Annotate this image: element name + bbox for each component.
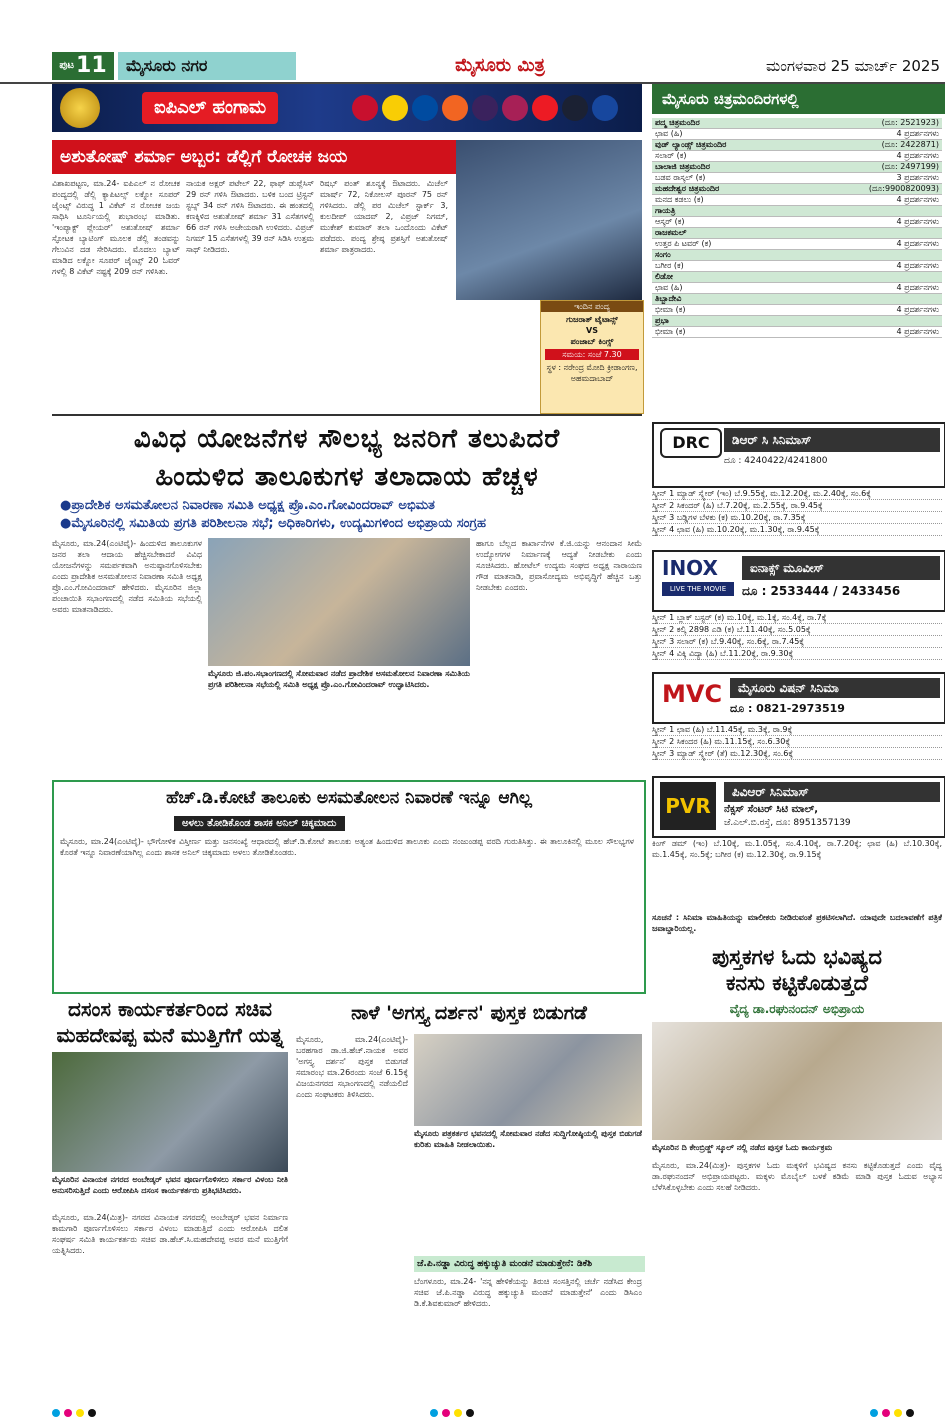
color-registration-dots-center [430, 1402, 478, 1421]
books-headline [652, 944, 942, 996]
books-subhead: ವೈದ್ಯ ಡಾ.ರಘುನಂದನ್ ಅಭಿಪ್ರಾಯ [729, 1002, 865, 1016]
book-event-photo [652, 1022, 942, 1140]
team-logo-icon [382, 95, 408, 121]
showtime-line: ಸ್ಕ್ರೀನ್ 4 ವಿಕ್ಕಿ ವಿದ್ಯಾ (ಹಿ) ಬೆ.11.20ಕ್ಕೆ, ರಾ.9.30ಕ್ಕೆ [652, 648, 942, 660]
film-title: ಉತ್ತರ ಪಿ ಟವರ್ (ಕ) [655, 239, 712, 248]
mvc-showtimes [652, 724, 942, 760]
pvr-block [652, 776, 945, 838]
inox-logo: INOX [662, 556, 718, 580]
showtime-line: ಸ್ಕ್ರೀನ್ 4 ಛಾವ (ಹಿ) ಮ.10.20ಕ್ಕೆ, ಮ.1.30ಕ್ಕೆ, ರಾ.9.45ಕ್ಕೆ [652, 524, 942, 536]
color-registration-dots [52, 1402, 100, 1421]
theatre-name-row [652, 118, 942, 129]
dasams-caption: ಮೈಸೂರಿನ ವಿನಾಯಕ ನಗರದ ಅಂಬೇಡ್ಕರ್ ಭವನ ಪೂರ್ಣಗೊಳಿಸಲು ಸರ್ಕಾರ ವಿಳಂಬ ನೀತಿ ಅನುಸರಿಸುತ್ತಿದೆ ಎಂದು ಆರೋಪಿಸಿ ದಸಂಸ ಕಾರ್ಯಕರ್ತರು ಪ್ರತಿಭಟಿಸಿದರು. [52, 1175, 288, 1195]
ipl-title: ಐಪಿಎಲ್ ಹಂಗಾಮ [142, 92, 278, 124]
showtime-line: ಸ್ಕ್ರೀನ್ 2 ಕಲ್ಕಿ 2898 ಎಡಿ (ಕ) ಬೆ.11.40ಕ್ಕೆ, ಸಂ.5.05ಕ್ಕೆ [652, 624, 942, 636]
team-logo-icon [442, 95, 468, 121]
theatre-name: ಮಹದೇಶ್ವರ ಚಿತ್ರಮಂದಿರ [655, 184, 720, 193]
pvr-phone: ಜೆ.ಎಲ್.ಬಿ.ರಸ್ತೆ, ದೂ: 8951357139 [724, 818, 851, 828]
meeting-photo [208, 538, 470, 666]
theatre-name: ರಾಜಕಮಲ್ [655, 228, 687, 237]
main-headline-line1: ವಿವಿಧ ಯೋಜನೆಗಳ ಸೌಲಭ್ಯ ಜನರಿಗೆ ತಲುಪಿದರೆ [133, 424, 561, 454]
showtime-line: ಸ್ಕ್ರೀನ್ 2 ಸಿಕಂದರ್ (ಹಿ) ಬೆ.7.20ಕ್ಕೆ, ಮ.2.55ಕ್ಕೆ, ರಾ.9.45ಕ್ಕೆ [652, 500, 942, 512]
mvc-phone: ದೂ : 0821-2973519 [730, 702, 845, 715]
show-count: 4 ಪ್ರದರ್ಶನಗಳು [896, 261, 939, 270]
show-count: 4 ಪ್ರದರ್ಶನಗಳು [896, 283, 939, 292]
team-logo-icon [352, 95, 378, 121]
page-label: ಪುಟ [59, 60, 75, 71]
theatre-film-row [652, 305, 942, 316]
team-logo-icon [562, 95, 588, 121]
theatre-name: ವುಡ್ ಲ್ಯಾಂಡ್ಸ್ ಚಿತ್ರಮಂದಿರ [655, 140, 727, 149]
theatre-phone: (ದೂ: 2497199) [881, 162, 939, 171]
theatre-film-row [652, 173, 942, 184]
theatre-name-row [652, 184, 942, 195]
show-count: 4 ಪ್ರದರ್ಶನಗಳು [896, 195, 939, 204]
film-title: ಮನದ ಕಡಲು (ಕ) [655, 195, 704, 204]
main-headline-line2: ಹಿಂದುಳಿದ ತಾಲೂಕುಗಳ ತಲಾದಾಯ ಹೆಚ್ಚಳ [155, 462, 539, 492]
film-title: ಸಲಾರ್ (ಕ) [655, 151, 687, 160]
inox-showtimes [652, 612, 942, 660]
lead-body-col1: ವಿಶಾಖಪಟ್ಟಣ, ಮಾ.24- ಐಪಿಎಲ್ ನ ರೋಚಕ ಪಂದ್ಯದಲ್ಲಿ ಡೆಲ್ಲಿ ಕ್ಯಾಪಿಟಲ್ಸ್ ಲಕ್ನೋ ಸೂಪರ್ ಜೈಂಟ್ಸ್ ವಿರುದ್ಧ 1 ವಿಕೆಟ್ ನ ರೋಚಕ ಜಯ ಸಾಧಿಸಿ ಟೂರ್ನಿಯಲ್ಲಿ ಶುಭಾರಂಭ ಮಾಡಿತು. 'ಇಂಪ್ಯಾಕ್ಟ್ ಪ್ಲೇಯರ್' ಅಶುತೋಷ್ ಶರ್ಮಾ ಸ್ಫೋಟಕ ಬ್ಯಾಟಿಂಗ್ ಮೂಲಕ ಡೆಲ್ಲಿ ತಂಡವನ್ನು ಗೆಲುವಿನ ದಡ ಸೇರಿಸಿದರು. ಮೊದಲು ಬ್ಯಾಟ್ ಮಾಡಿದ ಲಕ್ನೋ ಸೂಪರ್ ಜೈಂಟ್ಸ್ 20 ಓವರ್ ಗಳಲ್ಲಿ 8 ವಿಕೆಟ್ ನಷ್ಟಕ್ಕೆ 209 ರನ್ ಗಳಿಸಿತು. [52, 179, 180, 276]
team-logo-icon [412, 95, 438, 121]
books-caption: ಮೈಸೂರಿನ ದಿ ಕೇಂಬ್ರಿಡ್ಜ್ ಸ್ಕೂಲ್ ನಲ್ಲಿ ನಡೆದ ಪುಸ್ತಕ ಓದು ಕಾರ್ಯಕ್ರಮ [652, 1143, 833, 1152]
agastya-caption: ಮೈಸೂರು ಪತ್ರಕರ್ತರ ಭವನದಲ್ಲಿ ಸೋಮವಾರ ನಡೆದ ಸುದ್ದಿಗೋಷ್ಠಿಯಲ್ಲಿ ಪುಸ್ತಕ ಬಿಡುಗಡೆ ಕುರಿತು ಮಾಹಿತಿ ನೀಡಲಾಯಿತು. [414, 1129, 642, 1149]
issue-date: ಮಂಗಳವಾರ 25 ಮಾರ್ಚ್ 2025 [765, 57, 940, 75]
ipl-banner [52, 84, 642, 132]
dasams-headline-line2: ಮಹದೇವಪ್ಪ ಮನೆ ಮುತ್ತಿಗೆಗೆ ಯತ್ನ [56, 1023, 284, 1047]
drc-logo: DRC [660, 428, 722, 458]
pvr-showtimes: ಕಿಂಗ್ ಡಮ್ (ಇಂ) ಬೆ.10ಕ್ಕೆ, ಮ.1.05ಕ್ಕೆ, ಸಂ.4.10ಕ್ಕೆ, ರಾ.7.20ಕ್ಕೆ; ಛಾವ (ಹಿ) ಬೆ.10.30ಕ್ಕೆ, ಮ.1.45ಕ್ಕೆ, ಸಂ.5ಕ್ಕೆ; ಬಗೀರ (ಕ) ಮ.12.30ಕ್ಕೆ, ರಾ.9.15ಕ್ಕೆ [652, 839, 942, 859]
agastya-body: ಮೈಸೂರು, ಮಾ.24(ಎಂಟಿವೈ)- ಬರಹಗಾರ ಡಾ.ಜಿ.ಹೆಚ್.ನಾಯಕ ಅವರ 'ಅಗಸ್ತ್ಯ ದರ್ಶನ' ಪುಸ್ತಕ ಬಿಡುಗಡೆ ಸಮಾರಂಭ ಮಾ.26ರಂದು ಸಂಜೆ 6.15ಕ್ಕೆ ವಿಜಯನಗರದ ಸಭಾಂಗಣದಲ್ಲಿ ನಡೆಯಲಿದೆ ಎಂದು ಸಂಘಟಕರು ತಿಳಿಸಿದರು. [296, 1035, 408, 1099]
nadda-headline: ಜೆ.ಪಿ.ನಡ್ಡಾ ವಿರುದ್ಧ ಹಕ್ಕುಚ್ಯುತಿ ಮಂಡನೆ ಮಾಡುತ್ತೇನೆ: ಡಿಕೆಶಿ [414, 1256, 645, 1272]
team-logo-icon [532, 95, 558, 121]
show-count: 4 ಪ್ರದರ್ಶನಗಳು [896, 129, 939, 138]
show-count: 4 ಪ್ರದರ್ಶನಗಳು [896, 239, 939, 248]
film-title: ಭೀಮಾ (ಕ) [655, 327, 686, 336]
showtime-line: ಸ್ಕ್ರೀನ್ 1 ಮ್ಯಾಡ್ ಸ್ಕ್ವೇರ್ (ಇಂ) ಬೆ.9.55ಕ್ಕೆ, ಮ.12.20ಕ್ಕೆ, ಮ.2.40ಕ್ಕೆ, ಸಂ.6ಕ್ಕೆ [652, 488, 942, 500]
team-logo-icon [472, 95, 498, 121]
inox-phone: ದೂ : 2533444 / 2433456 [742, 584, 901, 598]
protest-photo [52, 1052, 288, 1172]
theatre-name-row [652, 272, 942, 283]
theatre-phone: (ದೂ: 2521923) [881, 118, 939, 127]
main-headline [52, 420, 642, 496]
theatre-name-row [652, 228, 942, 239]
theatre-name: ಪ್ರಭಾ [655, 316, 669, 325]
main-subhead-2: ●ಮೈಸೂರಿನಲ್ಲಿ ಸಮಿತಿಯ ಪ್ರಗತಿ ಪರಿಶೀಲನಾ ಸಭೆ; ಅಧಿಕಾರಿಗಳು, ಉದ್ಯಮಿಗಳಿಂದ ಅಭಿಪ್ರಾಯ ಸಂಗ್ರಹ [60, 516, 487, 531]
showtime-line: ಸ್ಕ್ರೀನ್ 3 ಸಲಾರ್ (ಕ) ಬೆ.9.40ಕ್ಕೆ, ಸಂ.6ಕ್ಕೆ, ರಾ.7.45ಕ್ಕೆ [652, 636, 942, 648]
agastya-headline: ನಾಳೆ 'ಅಗಸ್ತ್ಯ ದರ್ಶನ' ಪುಸ್ತಕ ಬಿಡುಗಡೆ [351, 1002, 587, 1024]
team1-name: ಗುಜರಾತ್ ಟೈಟಾನ್ಸ್ [566, 315, 618, 324]
hd-kote-body: ಮೈಸೂರು, ಮಾ.24(ಎಂಟಿವೈ)- ಭೌಗೋಳಿಕ ವಿಸ್ತೀರ್ಣ ಮತ್ತು ಜನಸಂಖ್ಯೆ ಆಧಾರದಲ್ಲಿ ಹೆಚ್.ಡಿ.ಕೋಟೆ ತಾಲೂಕು ಅತ್ಯಂತ ಹಿಂದುಳಿದ ತಾಲೂಕು ಎಂದು ನಂಜುಂಡಪ್ಪ ವರದಿ ಗುರುತಿಸಿತ್ತು. ಈ ತಾಲೂಕಿನಲ್ಲಿ ಮೂಲ ಸೌಲಭ್ಯಗಳ ಕೊರತೆ ಇನ್ನೂ ನಿವಾರಣೆಯಾಗಿಲ್ಲ ಎಂದು ಶಾಸಕ ಅನಿಲ್ ಚಿಕ್ಕಮಾದು ಅಳಲು ತೋಡಿಕೊಂಡರು. [60, 837, 634, 857]
inox-name: ಐನಾಕ್ಸ್ ಮೂವೀಸ್ [742, 556, 940, 580]
books-headline-line1: ಪುಸ್ತಕಗಳ ಓದು ಭವಿಷ್ಯದ [712, 945, 882, 969]
show-count: 4 ಪ್ರದರ್ಶನಗಳು [896, 305, 939, 314]
theatre-film-row [652, 283, 942, 294]
show-count: 4 ಪ್ರದರ್ಶನಗಳು [896, 151, 939, 160]
vs-label: VS [586, 326, 598, 335]
theatre-name: ತಿಬ್ಬಾದೇವಿ [655, 294, 682, 303]
show-count: 3 ಪ್ರದರ್ಶನಗಳು [896, 173, 939, 182]
theatre-name-row [652, 316, 942, 327]
main-photo-caption: ಮೈಸೂರು ಜಿ.ಪಂ.ಸಭಾಂಗಣದಲ್ಲಿ ಸೋಮವಾರ ನಡೆದ ಪ್ರಾದೇಶಿಕ ಅಸಮತೋಲನ ನಿವಾರಣಾ ಸಮಿತಿಯ ಪ್ರಗತಿ ಪರಿಶೀಲನಾ ಸಭೆಯಲ್ಲಿ ಸಮಿತಿ ಅಧ್ಯಕ್ಷ ಪ್ರೊ.ಎಂ.ಗೋವಿಂದರಾವ್ ಉದ್ಘಾಟಿಸಿದರು. [208, 669, 470, 689]
match-time: ಸಮಯ: ಸಂಜೆ 7.30 [545, 349, 639, 360]
dasams-headline [52, 996, 288, 1048]
main-body-col1: ಮೈಸೂರು, ಮಾ.24(ಎಂಟಿವೈ)- ಹಿಂದುಳಿದ ತಾಲೂಕುಗಳ ಜನರ ತಲಾ ಆದಾಯ ಹೆಚ್ಚಿಸಬೇಕಾದರೆ ವಿವಿಧ ಯೋಜನೆಗಳನ್ನು ಸಮರ್ಪಕವಾಗಿ ಅನುಷ್ಠಾನಗೊಳಿಸಬೇಕು ಎಂದು ಪ್ರಾದೇಶಿಕ ಅಸಮತೋಲನ ನಿವಾರಣಾ ಸಮಿತಿ ಅಧ್ಯಕ್ಷ ಪ್ರೊ.ಎಂ.ಗೋವಿಂದರಾವ್ ಹೇಳಿದರು. ಮೈಸೂರಿನ ಜಿಲ್ಲಾ ಪಂಚಾಯಿತಿ ಸಭಾಂಗಣದಲ್ಲಿ ನಡೆದ ಸಮಿತಿಯ ಸಭೆಯಲ್ಲಿ ಅವರು ಮಾತನಾಡಿದರು. [52, 539, 202, 614]
team-logos [352, 95, 622, 125]
nadda-body: ಬೆಂಗಳೂರು, ಮಾ.24- 'ನನ್ನ ಹೇಳಿಕೆಯನ್ನು ತಿರುಚಿ ಸಂಸತ್ತಿನಲ್ಲಿ ಚರ್ಚೆ ನಡೆಸಿದ ಕೇಂದ್ರ ಸಚಿವ ಜೆ.ಪಿ.ನಡ್ಡಾ ವಿರುದ್ಧ ಹಕ್ಕುಚ್ಯುತಿ ಮಂಡನೆ ಮಾಡುತ್ತೇನೆ' ಎಂದು ಡಿಸಿಎಂ ಡಿ.ಕೆ.ಶಿವಕುಮಾರ್ ಹೇಳಿದರು. [414, 1277, 642, 1308]
dasams-body: ಮೈಸೂರು, ಮಾ.24(ಮಿತ್ರ)- ನಗರದ ವಿನಾಯಕ ನಗರದಲ್ಲಿ ಅಂಬೇಡ್ಕರ್ ಭವನ ನಿರ್ಮಾಣ ಕಾಮಗಾರಿ ಪೂರ್ಣಗೊಳಿಸಲು ಸರ್ಕಾರ ವಿಳಂಬ ಮಾಡುತ್ತಿದೆ ಎಂದು ಆರೋಪಿಸಿ ದಲಿತ ಸಂಘರ್ಷ ಸಮಿತಿ ಕಾರ್ಯಕರ್ತರು ಸಚಿವ ಡಾ.ಹೆಚ್.ಸಿ.ಮಹದೇವಪ್ಪ ಅವರ ಮನೆ ಮುತ್ತಿಗೆಗೆ ಯತ್ನಿಸಿದರು. [52, 1213, 288, 1255]
theatre-film-row [652, 195, 942, 206]
team2-name: ಪಂಜಾಬ್ ಕಿಂಗ್ಸ್ [570, 337, 614, 346]
mvc-logo: MVC [662, 680, 723, 708]
showtime-line: ಸ್ಕ್ರೀನ್ 1 ಬ್ಲಾಕ್ ಬಸ್ಟರ್ (ಕ) ಮ.10ಕ್ಕೆ, ಮ.1ಕ್ಕೆ, ಸಂ.4ಕ್ಕೆ, ರಾ.7ಕ್ಕೆ [652, 612, 942, 624]
film-title: ಆಸ್ಕರ್ (ಕ) [655, 217, 685, 226]
theatre-film-row [652, 239, 942, 250]
cinema-section-title: ಮೈಸೂರು ಚಿತ್ರಮಂದಿರಗಳಲ್ಲಿ [652, 84, 945, 114]
theatre-phone: (ದೂ:9900820093) [868, 184, 939, 193]
theatre-name: ಪದ್ಮ ಚಿತ್ರಮಂದಿರ [655, 118, 700, 127]
show-count: 4 ಪ್ರದರ್ಶನಗಳು [896, 327, 939, 336]
lead-body-col3: ರಿಷಭ್ ಪಂತ್ ಶೂನ್ಯಕ್ಕೆ ಔಟಾದರು. ಮಿಚೆಲ್ ಮಾರ್ಷ್ 72, ನಿಕೋಲಸ್ ಪೂರನ್ 75 ರನ್ ಗಳಿಸಿದರು. ಡೆಲ್ಲಿ ಪರ ಮಿಚೆಲ್ ಸ್ಟಾರ್ಕ್ 3, ಕುಲದೀಪ್ ಯಾದವ್ 2, ವಿಪ್ರಜ್ ನಿಗಮ್, ಮುಕೇಶ್ ಕುಮಾರ್ ತಲಾ ಒಂದೊಂದು ವಿಕೆಟ್ ಪಡೆದರು. ಪಂದ್ಯ ಶ್ರೇಷ್ಠ ಪ್ರಶಸ್ತಿಗೆ ಅಶುತೋಷ್ ಶರ್ಮಾ ಪಾತ್ರರಾದರು. [320, 179, 448, 254]
theatre-phone: (ದೂ: 2422871) [881, 140, 939, 149]
color-registration-dots-right [870, 1402, 918, 1421]
books-body: ಮೈಸೂರು, ಮಾ.24(ಮಿತ್ರ)- ಪುಸ್ತಕಗಳ ಓದು ಮಕ್ಕಳಿಗೆ ಭವಿಷ್ಯದ ಕನಸು ಕಟ್ಟಿಕೊಡುತ್ತದೆ ಎಂದು ವೈದ್ಯ ಡಾ.ರಘುನಂದನ್ ಅಭಿಪ್ರಾಯಪಟ್ಟರು. ಮಕ್ಕಳು ಮೊಬೈಲ್ ಬಳಕೆ ಕಡಿಮೆ ಮಾಡಿ ಪುಸ್ತಕ ಓದುವ ಅಭ್ಯಾಸ ಬೆಳೆಸಿಕೊಳ್ಳಬೇಕು ಎಂದು ಸಲಹೆ ನೀಡಿದರು. [652, 1161, 942, 1192]
mvc-block [652, 672, 945, 724]
pvr-name: ಪಿವಿಆರ್ ಸಿನಿಮಾಸ್ [724, 782, 940, 802]
theatre-name-row [652, 206, 942, 217]
cinema-list [652, 118, 942, 338]
match-venue: ಸ್ಥಳ : ನರೇಂದ್ರ ಮೋದಿ ಕ್ರೀಡಾಂಗಣ, ಅಹಮದಾಬಾದ್ [546, 363, 638, 383]
page-number: 11 [76, 53, 107, 78]
hd-kote-headline: ಹೆಚ್.ಡಿ.ಕೋಟೆ ತಾಲೂಕು ಅಸಮತೋಲನ ನಿವಾರಣೆ ಇನ್ನೂ ಆಗಿಲ್ಲ [166, 788, 532, 808]
mvc-name: ಮೈಸೂರು ವಿಷನ್ ಸಿನಿಮಾ [730, 678, 940, 698]
pvr-logo: PVR [660, 782, 716, 830]
lead-body-col2: ನಾಯಕ ಅಕ್ಷರ್ ಪಟೇಲ್ 22, ಫಾಫ್ ಡುಪ್ಲೆಸಿಸ್ 29 ರನ್ ಗಳಿಸಿ ಔಟಾದರು. ಬಳಿಕ ಬಂದ ಟ್ರಿಸ್ಟನ್ ಸ್ಟಬ್ಸ್ 34 ರನ್ ಗಳಿಸಿ ಔಟಾದರು. ಈ ಹಂತದಲ್ಲಿ ಕಣಕ್ಕಿಳಿದ ಅಶುತೋಷ್ ಶರ್ಮಾ 31 ಎಸೆತಗಳಲ್ಲಿ 66 ರನ್ ಗಳಿಸಿ ಅಜೇಯರಾಗಿ ಉಳಿದರು. ವಿಪ್ರಜ್ ನಿಗಮ್ 15 ಎಸೆತಗಳಲ್ಲಿ 39 ರನ್ ಸಿಡಿಸಿ ಉತ್ತಮ ಸಾಥ್ ನೀಡಿದರು. [186, 179, 314, 254]
theatre-film-row [652, 151, 942, 162]
hd-kote-box [52, 780, 646, 994]
cinema-note: ಸೂಚನೆ : ಸಿನಿಮಾ ಮಾಹಿತಿಯನ್ನು ಮಾಲೀಕರು ನೀಡಿರುವಂತೆ ಪ್ರಕಟಿಸಲಾಗಿದೆ. ಯಾವುದೇ ಬದಲಾವಣೆಗೆ ಪತ್ರಿಕೆ ಜವಾಬ್ದಾರಿಯಲ್ಲ. [652, 913, 942, 933]
theatre-film-row [652, 129, 942, 140]
today-match-label: ಇಂದಿನ ಪಂದ್ಯ [541, 301, 643, 312]
show-count: 4 ಪ್ರದರ್ಶನಗಳು [896, 217, 939, 226]
trophy-icon [60, 88, 100, 128]
theatre-name-row [652, 140, 942, 151]
showtime-line: ಸ್ಕ್ರೀನ್ 1 ಛಾವ (ಹಿ) ಬೆ.11.45ಕ್ಕೆ, ಮ.3ಕ್ಕೆ, ರಾ.9ಕ್ಕೆ [652, 724, 942, 736]
theatre-name: ಸಂಗಂ [655, 250, 671, 259]
theatre-name-row [652, 294, 942, 305]
main-body-col2: ಹಾಗೂ ಬೆಲ್ಲದ ಕಾರ್ಖಾನೆಗಳ ಕೆ.ಜಿ.ಯನ್ನು ಆನಂದಾನ ಸೀಮೆ ಉದ್ಯೋಗಗಳ ನಿರ್ಮಾಣಕ್ಕೆ ಆದ್ಯತೆ ನೀಡಬೇಕು ಎಂದು ಸೂಚಿಸಿದರು. ಹೋಟೆಲ್ ಉದ್ಯಮ ಸಂಘದ ಅಧ್ಯಕ್ಷ ನಾರಾಯಣ ಗೌಡ ಮಾತನಾಡಿ, ಪ್ರವಾಸೋದ್ಯಮ ಅಭಿವೃದ್ಧಿಗೆ ಹೆಚ್ಚಿನ ಒತ್ತು ನೀಡಬೇಕು ಎಂದರು. [476, 539, 642, 592]
page-number-badge [52, 52, 114, 80]
team-logo-icon [592, 95, 618, 121]
books-headline-line2: ಕನಸು ಕಟ್ಟಿಕೊಡುತ್ತದೆ [725, 971, 868, 995]
lead-headline: ಅಶುತೋಷ್ ಶರ್ಮಾ ಅಬ್ಬರ: ಡೆಲ್ಲಿಗೆ ರೋಚಕ ಜಯ [52, 140, 460, 174]
divider [52, 414, 642, 416]
drc-showtimes [652, 488, 942, 536]
film-title: ಛಾವ (ಹಿ) [655, 129, 683, 138]
drc-block [652, 422, 945, 488]
theatre-film-row [652, 261, 942, 272]
showtime-line: ಸ್ಕ್ರೀನ್ 2 ಸಿಕಂದರ (ಹಿ) ಮ.11.15ಕ್ಕೆ, ಸಂ.6.30ಕ್ಕೆ [652, 736, 942, 748]
main-subhead-1: ●ಪ್ರಾದೇಶಿಕ ಅಸಮತೋಲನ ನಿವಾರಣಾ ಸಮಿತಿ ಅಧ್ಯಕ್ಷ ಪ್ರೊ.ಎಂ.ಗೋವಿಂದರಾವ್ ಅಭಿಮತ [60, 498, 435, 513]
film-title: ಬಡವ ರಾಸ್ಕಲ್ (ಕ) [655, 173, 706, 182]
inox-block [652, 550, 945, 612]
theatre-name: ಬಾಲಾಜಿ ಚಿತ್ರಮಂದಿರ [655, 162, 710, 171]
section-name: ಮೈಸೂರು ನಗರ [118, 52, 296, 80]
hd-kote-tag: ಅಳಲು ತೋಡಿಕೊಂಡ ಶಾಸಕ ಅನಿಲ್ ಚಿಕ್ಕಮಾದು [174, 816, 345, 831]
theatre-film-row [652, 217, 942, 228]
drc-phone: ದೂ : 4240422/4241800 [724, 456, 828, 466]
drc-name: ಡಿಆರ್ ಸಿ ಸಿನಿಮಾಸ್ [724, 428, 940, 452]
theatre-film-row [652, 327, 942, 338]
pvr-address: ನೆಕ್ಸಸ್ ಸೆಂಟರ್ ಸಿಟಿ ಮಾಲ್, [724, 804, 819, 815]
showtime-line: ಸ್ಕ್ರೀನ್ 3 ಬಡ್ಡಿಗಳ ಬೆಳಕು (ಕ) ಮ.10.20ಕ್ಕೆ, ರಾ.7.35ಕ್ಕೆ [652, 512, 942, 524]
dasams-headline-line1: ದಸಂಸ ಕಾರ್ಯಕರ್ತರಿಂದ ಸಚಿವ [68, 997, 272, 1021]
press-meet-photo [414, 1034, 642, 1126]
showtime-line: ಸ್ಕ್ರೀನ್ 3 ಮ್ಯಾಡ್ ಸ್ಕ್ವೇರ್ (ತೆ) ಮ.12.30ಕ್ಕೆ, ಸಂ.6ಕ್ಕೆ [652, 748, 942, 760]
cricket-photo [456, 140, 642, 300]
theatre-name-row [652, 162, 942, 173]
today-match-box [540, 300, 644, 414]
theatre-name: ಗಾಯತ್ರಿ [655, 206, 676, 215]
inox-tagline: LIVE THE MOVIE [662, 582, 734, 596]
theatre-name-row [652, 250, 942, 261]
theatre-name: ಲಿಡೋ [655, 272, 673, 281]
masthead: ಮೈಸೂರು ಮಿತ್ರ [455, 55, 545, 76]
film-title: ಛಾವ (ಹಿ) [655, 283, 683, 292]
film-title: ಬಗೀರ (ಕ) [655, 261, 684, 270]
film-title: ಭೀಮಾ (ಕ) [655, 305, 686, 314]
team-logo-icon [502, 95, 528, 121]
